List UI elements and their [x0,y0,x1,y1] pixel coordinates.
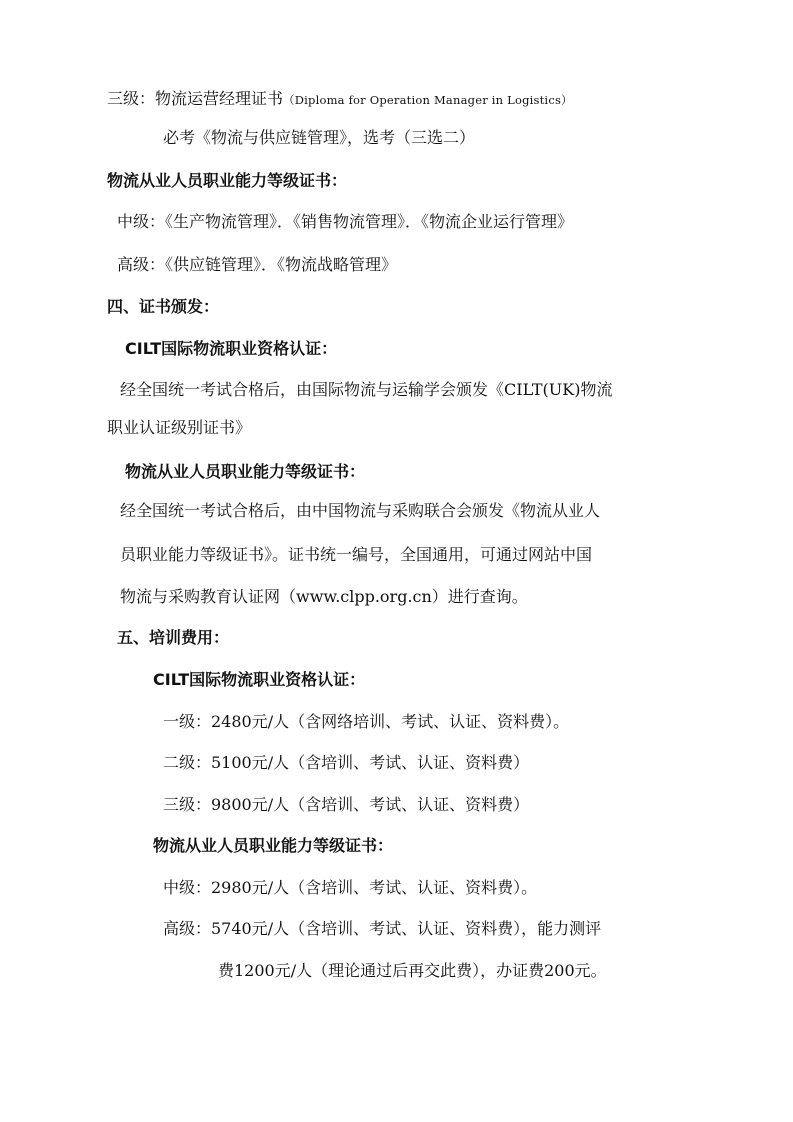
level3-line [107,89,573,110]
cert-heading: 物流从业人员职业能力等级证书： [107,171,348,190]
fee-high-line1: 高级：5740元/人（含培训、考试、认证、资料费），能力测评 [163,919,602,938]
fee-mid: 中级：2980元/人（含培训、考试、认证、资料费）。 [163,878,538,897]
fee-level2: 二级：5100元/人（含培训、考试、认证、资料费） [163,753,530,772]
section4-cilt-line2: 职业认证级别证书》 [107,418,252,437]
section4-title: 四、证书颁发： [107,297,220,316]
section5-title: 五、培训费用： [117,628,230,647]
section4-clpp-line3: 物流与采购教育认证网（www.clpp.org.cn）进行查询。 [120,587,528,606]
cert-high-line: 高级：《供应链管理》．《物流战略管理》 [117,255,398,274]
level3-label: 三级：物流运营经理证书 [107,89,284,108]
level3-exam: 必考《物流与供应链管理》，选考（三选二） [163,128,476,147]
section5-clpp-heading: 物流从业人员职业能力等级证书： [153,836,394,855]
cert-mid-line: 中级：《生产物流管理》．《销售物流管理》．《物流企业运行管理》 [117,212,574,231]
section5-cilt-heading: CILT国际物流职业资格认证： [153,670,366,689]
fee-level1: 一级：2480元/人（含网络培训、考试、认证、资料费）。 [163,712,570,731]
section4-cilt-line1: 经全国统一考试合格后，由国际物流与运输学会颁发《CILT(UK)物流 [120,380,613,399]
section4-clpp-line1: 经全国统一考试合格后，由中国物流与采购联合会颁发《物流从业人 [120,501,601,520]
fee-high-line2: 费1200元/人（理论通过后再交此费），办证费200元。 [218,961,607,980]
section4-cilt-heading: CILT国际物流职业资格认证： [125,339,338,358]
section4-clpp-heading: 物流从业人员职业能力等级证书： [125,462,366,481]
section4-clpp-line2: 员职业能力等级证书》。证书统一编号，全国通用，可通过网站中国 [120,545,593,564]
level3-english: （Diploma for Operation Manager in Logistics） [283,93,573,107]
fee-level3: 三级：9800元/人（含培训、考试、认证、资料费） [163,795,530,814]
